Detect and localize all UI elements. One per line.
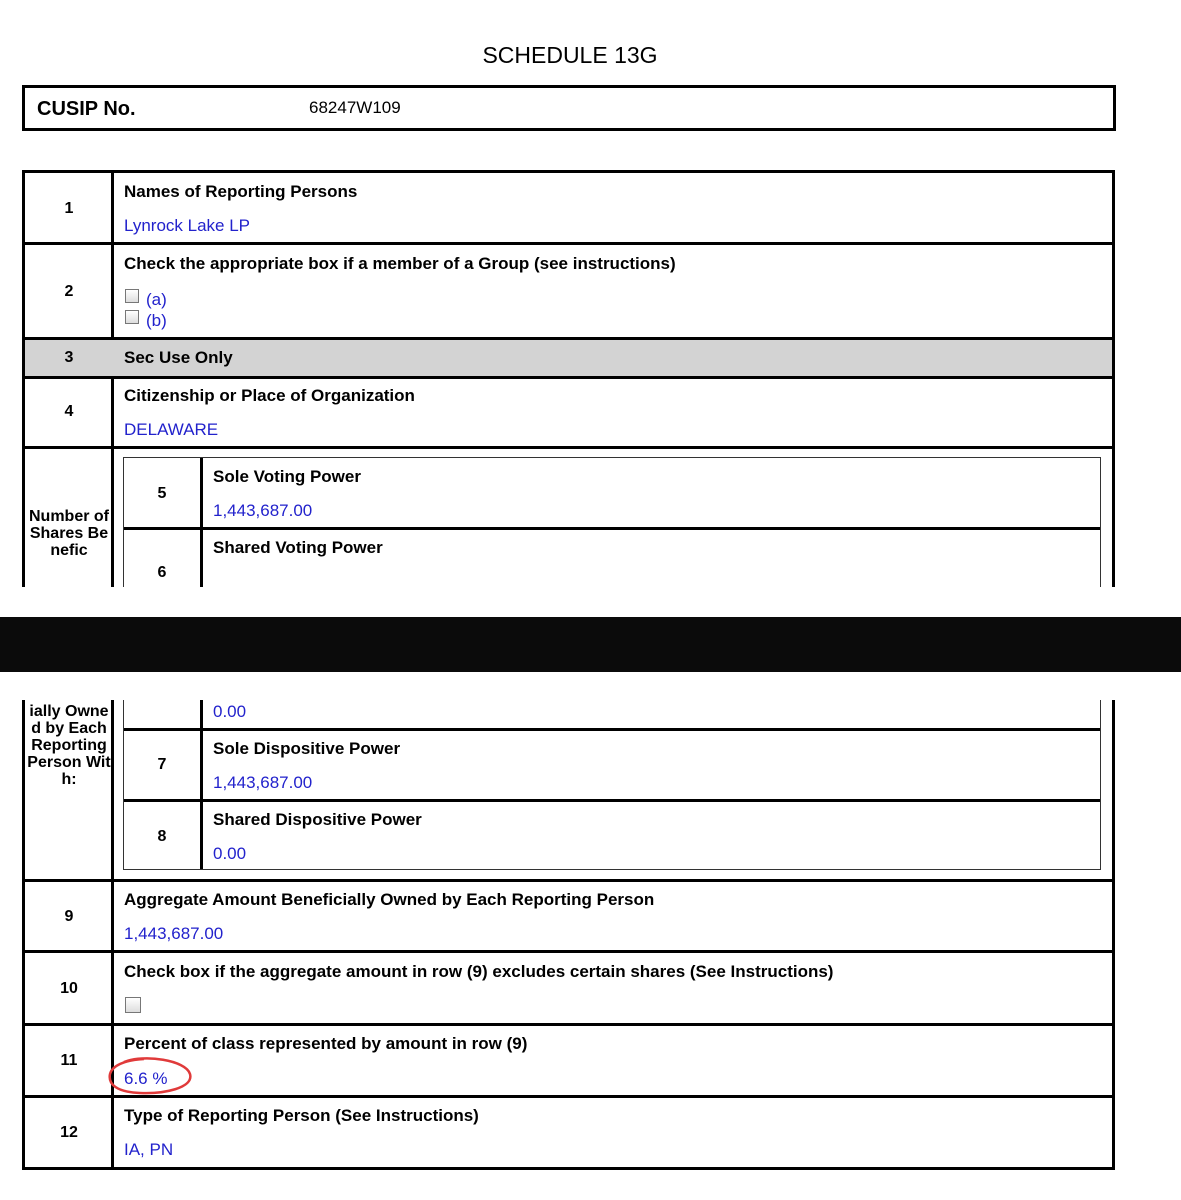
row-number: 6 xyxy=(157,564,167,581)
row-number: 11 xyxy=(60,1052,78,1069)
cusip-box xyxy=(22,85,1116,131)
highlight-circle xyxy=(104,1056,196,1098)
reporting-type-heading: Type of Reporting Person (See Instructions) xyxy=(124,1106,479,1125)
row-divider xyxy=(22,242,1115,245)
shares-side-label-top: Number of Shares Benefic xyxy=(29,508,109,559)
reporting-person-value: Lynrock Lake LP xyxy=(124,216,250,235)
sole-voting-heading: Sole Voting Power xyxy=(213,467,361,486)
page-title: SCHEDULE 13G xyxy=(482,42,658,68)
row-number: 10 xyxy=(60,980,78,997)
shared-voting-value: 0.00 xyxy=(213,702,247,721)
row-number: 8 xyxy=(157,828,167,845)
row-number: 12 xyxy=(60,1124,78,1141)
row-divider xyxy=(22,376,1115,379)
citizenship-value: DELAWARE xyxy=(124,420,219,439)
row-divider xyxy=(22,950,1115,953)
cusip-label: CUSIP No. xyxy=(37,98,136,120)
row-number: 2 xyxy=(64,283,74,300)
row-number: 5 xyxy=(157,485,167,502)
aggregate-heading: Aggregate Amount Beneficially Owned by Each Reporting Person xyxy=(124,890,655,909)
table-border xyxy=(22,1167,1115,1170)
citizenship-heading: Citizenship or Place of Organization xyxy=(124,386,415,405)
row-number: 3 xyxy=(64,349,74,366)
reporting-persons-heading: Names of Reporting Persons xyxy=(124,182,358,201)
sec-use-heading: Sec Use Only xyxy=(124,348,233,367)
page-divider-bar xyxy=(0,617,1181,672)
aggregate-value: 1,443,687.00 xyxy=(124,924,224,943)
percent-heading: Percent of class represented by amount in row (9) xyxy=(124,1034,528,1053)
row-number: 1 xyxy=(64,200,74,217)
sole-voting-value: 1,443,687.00 xyxy=(213,501,313,520)
cusip-value: 68247W109 xyxy=(309,98,401,117)
group-heading: Check the appropriate box if a member of a Group (see instructions) xyxy=(124,254,676,273)
page-gap xyxy=(0,587,1181,617)
row-divider xyxy=(22,879,1115,882)
row-number: 9 xyxy=(64,908,74,925)
row-divider xyxy=(22,337,1115,340)
group-a-label: (a) xyxy=(146,290,167,309)
excludes-shares-checkbox[interactable] xyxy=(125,997,141,1013)
shares-side-label-bottom: ially Owned by Each Reporting Person With: xyxy=(27,703,111,788)
group-b-checkbox[interactable] xyxy=(125,310,139,324)
sole-dispositive-heading: Sole Dispositive Power xyxy=(213,739,401,758)
shared-voting-heading: Shared Voting Power xyxy=(213,538,383,557)
shared-dispositive-heading: Shared Dispositive Power xyxy=(213,810,422,829)
inner-row-divider xyxy=(124,728,1100,731)
row-divider xyxy=(22,1023,1115,1026)
group-b-label: (b) xyxy=(146,311,167,330)
sole-dispositive-value: 1,443,687.00 xyxy=(213,773,313,792)
inner-row-divider xyxy=(124,799,1100,802)
excludes-shares-heading: Check box if the aggregate amount in row (9) excludes certain shares (See Instructions) xyxy=(124,962,834,981)
inner-row-divider xyxy=(124,527,1100,530)
shared-dispositive-value: 0.00 xyxy=(213,844,247,863)
group-a-checkbox[interactable] xyxy=(125,289,139,303)
table-border xyxy=(22,170,1115,173)
row-number: 4 xyxy=(64,403,74,420)
percent-value: 6.6 % xyxy=(124,1069,168,1088)
row-number: 7 xyxy=(157,756,167,773)
row-divider xyxy=(22,446,1115,449)
reporting-type-value: IA, PN xyxy=(124,1140,174,1159)
